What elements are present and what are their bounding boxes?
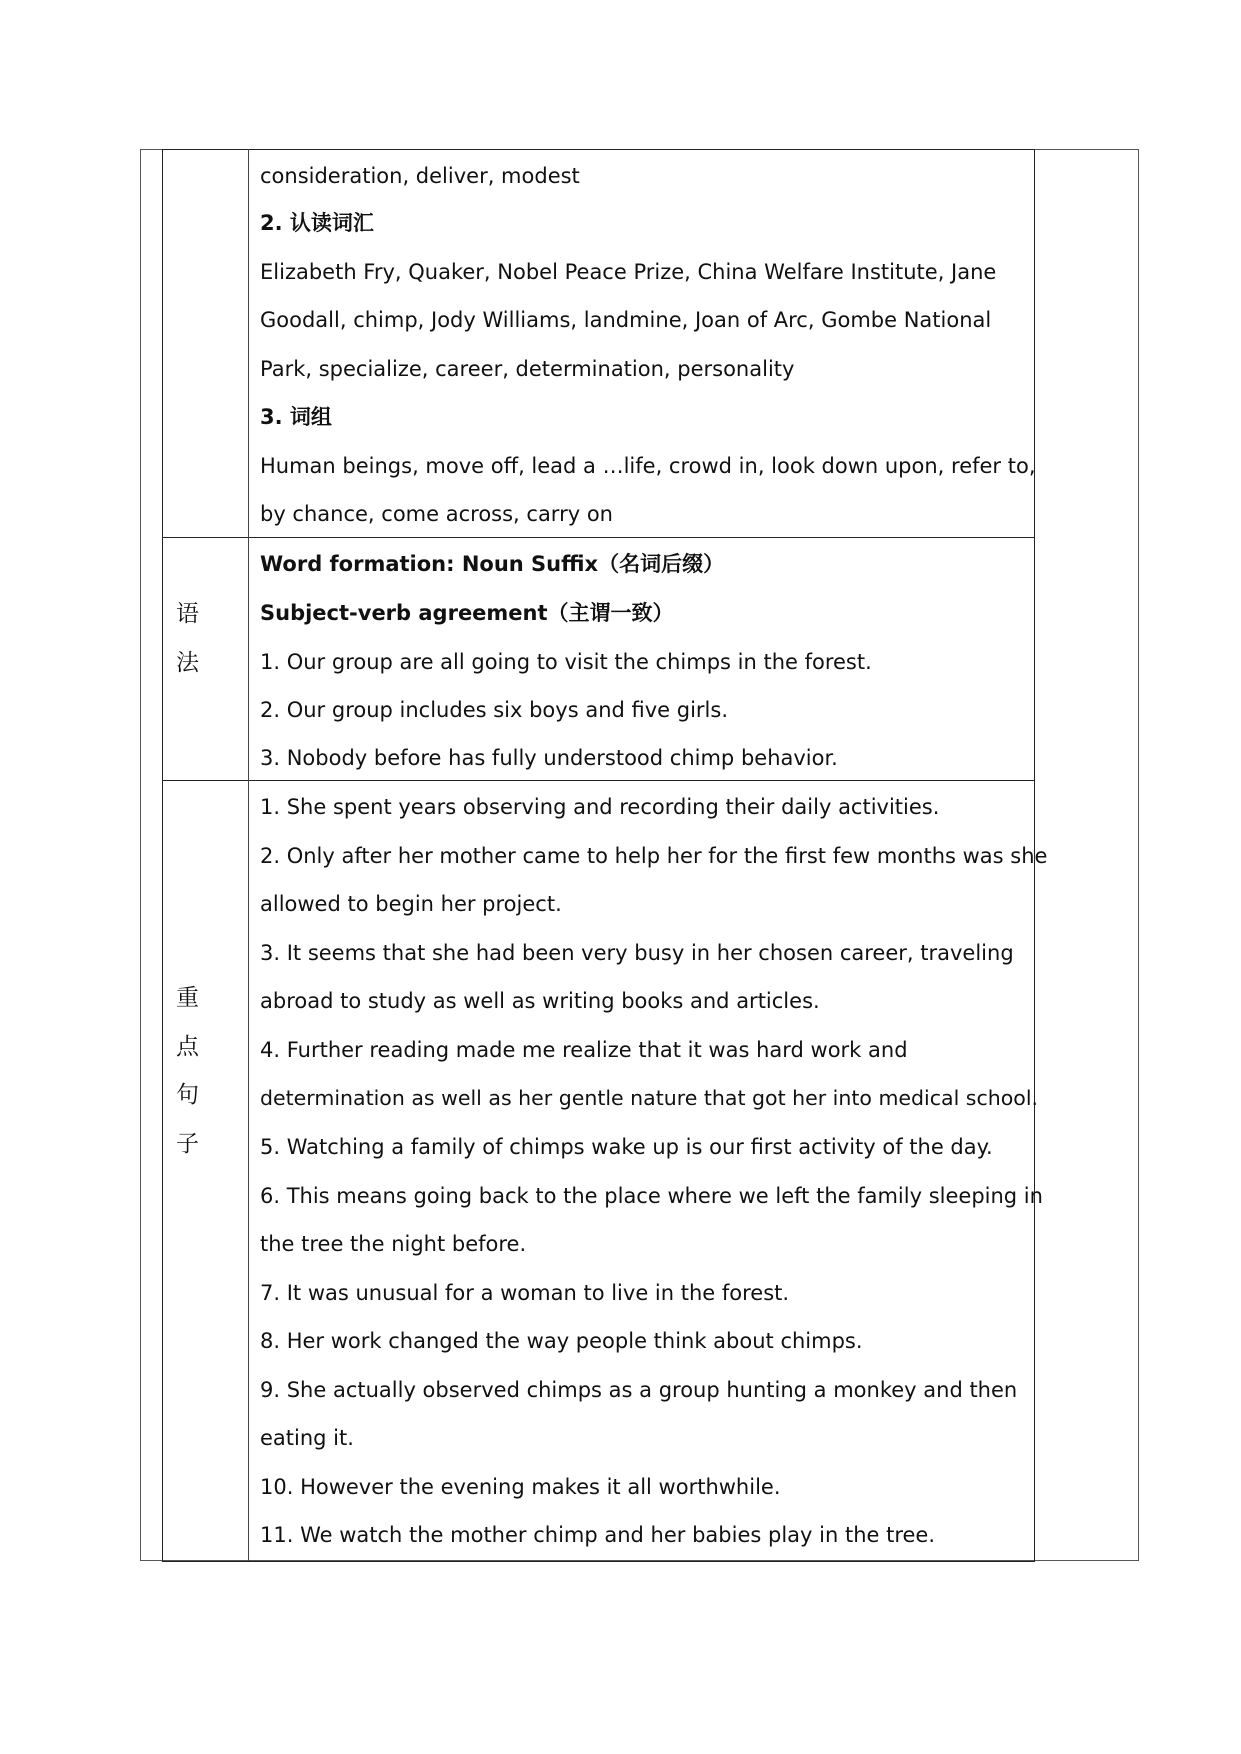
recognition-vocab-heading: 2. 认读词汇 (260, 211, 374, 235)
sentence-line: 3. It seems that she had been very busy in her chosen career, traveling (260, 941, 1014, 965)
vocab-row (162, 149, 1035, 537)
sentence-line: 9. She actually observed chimps as a group hunting a monkey and then (260, 1378, 1018, 1402)
sentences-row (162, 780, 1048, 1561)
sentence-line: allowed to begin her project. (260, 892, 562, 916)
grammar-heading-word-formation: Word formation: Noun Suffix（名词后缀） (260, 552, 725, 576)
table-bottom-border (162, 1561, 1035, 1562)
phrase-line: Human beings, move off, lead a …life, crowd in, look down upon, refer to, (260, 454, 1036, 478)
recognition-line: Park, specialize, career, determination, personality (260, 357, 795, 381)
vocab-top-line: consideration, deliver, modest (260, 164, 580, 188)
grammar-example: 1. Our group are all going to visit the chimps in the forest. (260, 650, 872, 674)
vocab-content-cell (249, 149, 1035, 537)
recognition-line: Elizabeth Fry, Quaker, Nobel Peace Prize, China Welfare Institute, Jane (260, 260, 997, 284)
sentence-line: 4. Further reading made me realize that it was hard work and (260, 1038, 908, 1062)
sentence-line: 1. She spent years observing and recording their daily activities. (260, 795, 940, 819)
sentence-line: 7. It was unusual for a woman to live in the forest. (260, 1281, 790, 1305)
sentences-label-char: 句 (176, 1082, 199, 1108)
sentence-line: 2. Only after her mother came to help her for the first few months was she (260, 844, 1048, 868)
recognition-line: Goodall, chimp, Jody Williams, landmine, Joan of Arc, Gombe National (260, 308, 992, 332)
grammar-example: 3. Nobody before has fully understood chimp behavior. (260, 746, 838, 770)
sentence-line: the tree the night before. (260, 1232, 527, 1256)
sentences-label-char: 重 (176, 985, 199, 1011)
sentence-line: eating it. (260, 1426, 354, 1450)
sentence-line: 8. Her work changed the way people think about chimps. (260, 1329, 863, 1353)
phrase-line: by chance, come across, carry on (260, 502, 613, 526)
vocab-label-cell (162, 149, 249, 537)
sentences-label-cell (162, 780, 249, 1561)
sentence-line: 10. However the evening makes it all worthwhile. (260, 1475, 781, 1499)
sentences-label-char: 子 (176, 1131, 199, 1157)
phrases-heading: 3. 词组 (260, 405, 332, 429)
grammar-label-char: 法 (176, 650, 199, 676)
lesson-table (162, 149, 1048, 1562)
sentence-line: abroad to study as well as writing books and articles. (260, 989, 820, 1013)
sentences-label-char: 点 (176, 1034, 199, 1060)
grammar-label-char: 语 (176, 601, 199, 627)
sentence-line: determination as well as her gentle nature that got her into medical school. (260, 1086, 1039, 1110)
sentence-line: 6. This means going back to the place where we left the family sleeping in (260, 1184, 1043, 1208)
sentence-line: 11. We watch the mother chimp and her babies play in the tree. (260, 1523, 936, 1547)
grammar-example: 2. Our group includes six boys and five girls. (260, 698, 729, 722)
sentence-line: 5. Watching a family of chimps wake up is our first activity of the day. (260, 1135, 993, 1159)
grammar-heading-agreement: Subject-verb agreement（主谓一致） (260, 601, 674, 625)
grammar-row (162, 537, 1035, 780)
